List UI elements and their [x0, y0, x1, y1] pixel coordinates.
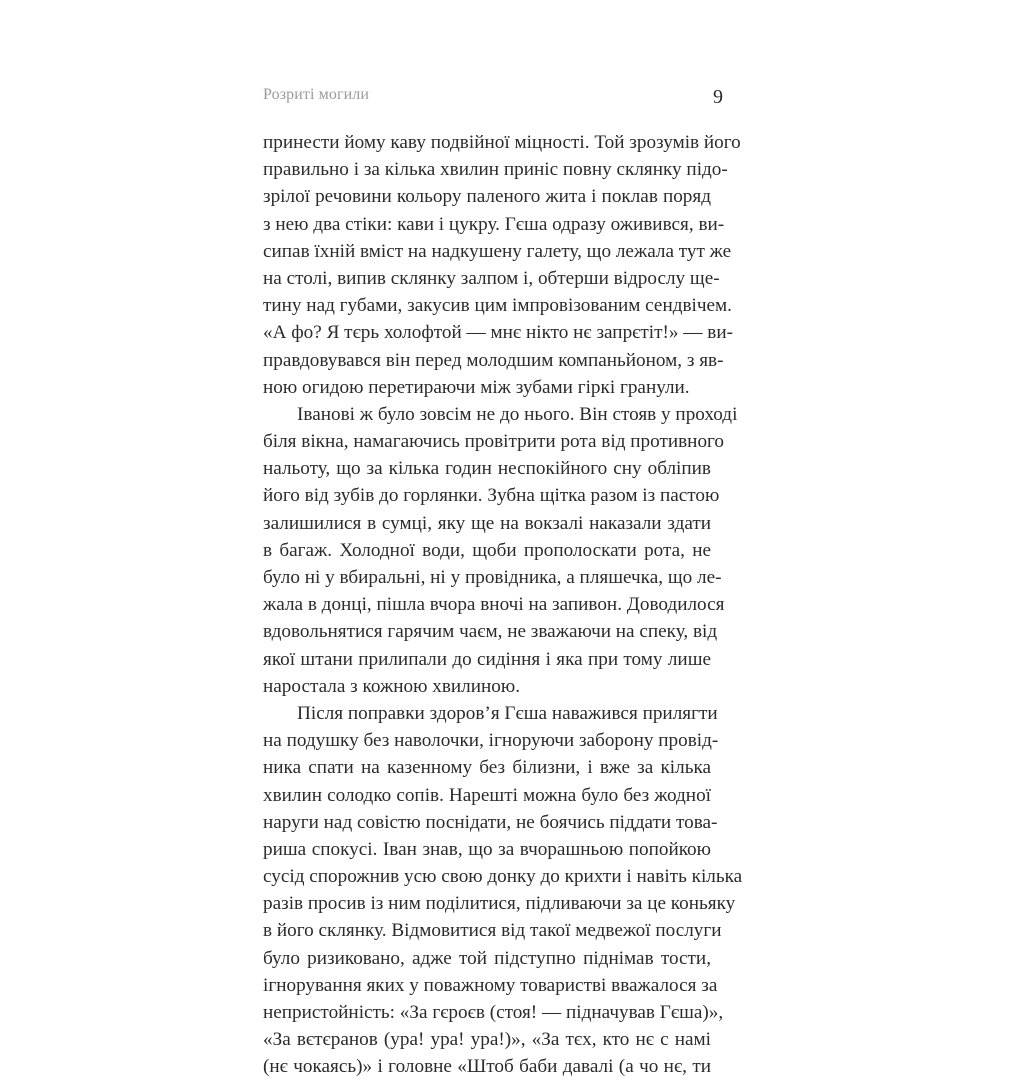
paragraph-3	[263, 700, 743, 1081]
text-line: разів просив із ним поділитися, підливаючи за це коньяку	[263, 893, 736, 915]
text-line: правильно і за кілька хвилин приніс повну склянку підо-	[263, 159, 728, 181]
text-line: «За вєтєранов (ура! ура! ура!)», «За тєх, кто нє с намі	[263, 1029, 711, 1051]
text-line: з нею два стіки: кави і цукру. Гєша одразу оживився, ви-	[263, 213, 725, 235]
text-line: хвилин солодко сопів. Нарешті можна було без жодної	[263, 784, 711, 806]
text-line: залишилися в сумці, яку ще на вокзалі наказали здати	[263, 512, 711, 534]
text-line: ною огидою перетираючи між зубами гіркі гранули.	[263, 376, 690, 398]
body-text	[263, 129, 743, 1081]
text-line: вдовольнятися гарячим чаєм, не зважаючи на спеку, від	[263, 621, 718, 643]
text-line: наруги над совістю поснідати, не боячись піддати това-	[263, 811, 718, 833]
paragraph-1	[263, 129, 741, 401]
text-line: якої штани прилипали до сидіння і яка при тому лише	[263, 648, 711, 670]
text-line: непристойність: «За гєроєв (стоя! — підначував Гєша)»,	[263, 1002, 724, 1023]
text-line: ігнорування яких у поважному товаристві вважалося за	[263, 974, 718, 996]
text-line: було ризиковано, адже той підступно піднімав тости,	[263, 947, 711, 969]
text-line: ника спати на казенному без білизни, і вже за кілька	[263, 757, 711, 779]
text-line: було ні у вбиральні, ні у провідника, а пляшечка, що ле-	[263, 567, 722, 588]
text-line: сипав їхній вміст на надкушену галету, що лежала тут же	[263, 240, 732, 262]
text-line: в його склянку. Відмовитися від такої медвежої послуги	[263, 920, 722, 942]
text-line: жала в донці, пішла вчора вночі на запивон. Доводилося	[263, 594, 725, 616]
text-line: нальоту, що за кілька годин неспокійного сну обліпив	[263, 458, 711, 480]
text-line: наростала з кожною хвилиною.	[263, 675, 521, 697]
paragraph-2	[263, 401, 738, 700]
text-line: риша спокусі. Іван знав, що за вчорашньою попойкою	[263, 838, 711, 860]
text-line: його від зубів до горлянки. Зубна щітка разом із пастою	[263, 485, 720, 507]
text-line: сусід спорожнив усю свою донку до крихти і навіть кілька	[263, 866, 743, 888]
text-line: зрілої речовини кольору паленого жита і поклав поряд	[263, 186, 711, 208]
text-line: принести йому каву подвійної міцності. Той зрозумів його	[263, 132, 741, 153]
text-line: біля вікна, намагаючись провітрити рота від противного	[263, 431, 725, 453]
text-line: «А фо? Я тєрь холофтой — мнє нікто нє запрєтіт!» — ви-	[263, 322, 733, 344]
text-line: (нє чокаясь)» і головне «Штоб баби давалі (а чо нє, ти	[263, 1056, 711, 1078]
text-line: Після поправки здоров’я Гєша наважився прилягти	[297, 702, 718, 724]
text-line: на подушку без наволочки, ігноруючи заборону провід-	[263, 730, 719, 752]
page-number: 9	[713, 86, 723, 108]
text-line: Іванові ж було зовсім не до нього. Він стояв у проході	[297, 403, 738, 425]
text-line: тину над губами, закусив цим імпровізованим сендвічем.	[263, 295, 732, 317]
text-line: на столі, випив склянку залпом і, обтерши відрослу ще-	[263, 267, 720, 289]
text-line: правдовувався він перед молодшим компаньйоном, з яв-	[263, 349, 724, 371]
text-line: в багаж. Холодної води, щоби прополоскати рота, не	[263, 539, 711, 561]
running-title: Розриті могили	[263, 86, 370, 103]
